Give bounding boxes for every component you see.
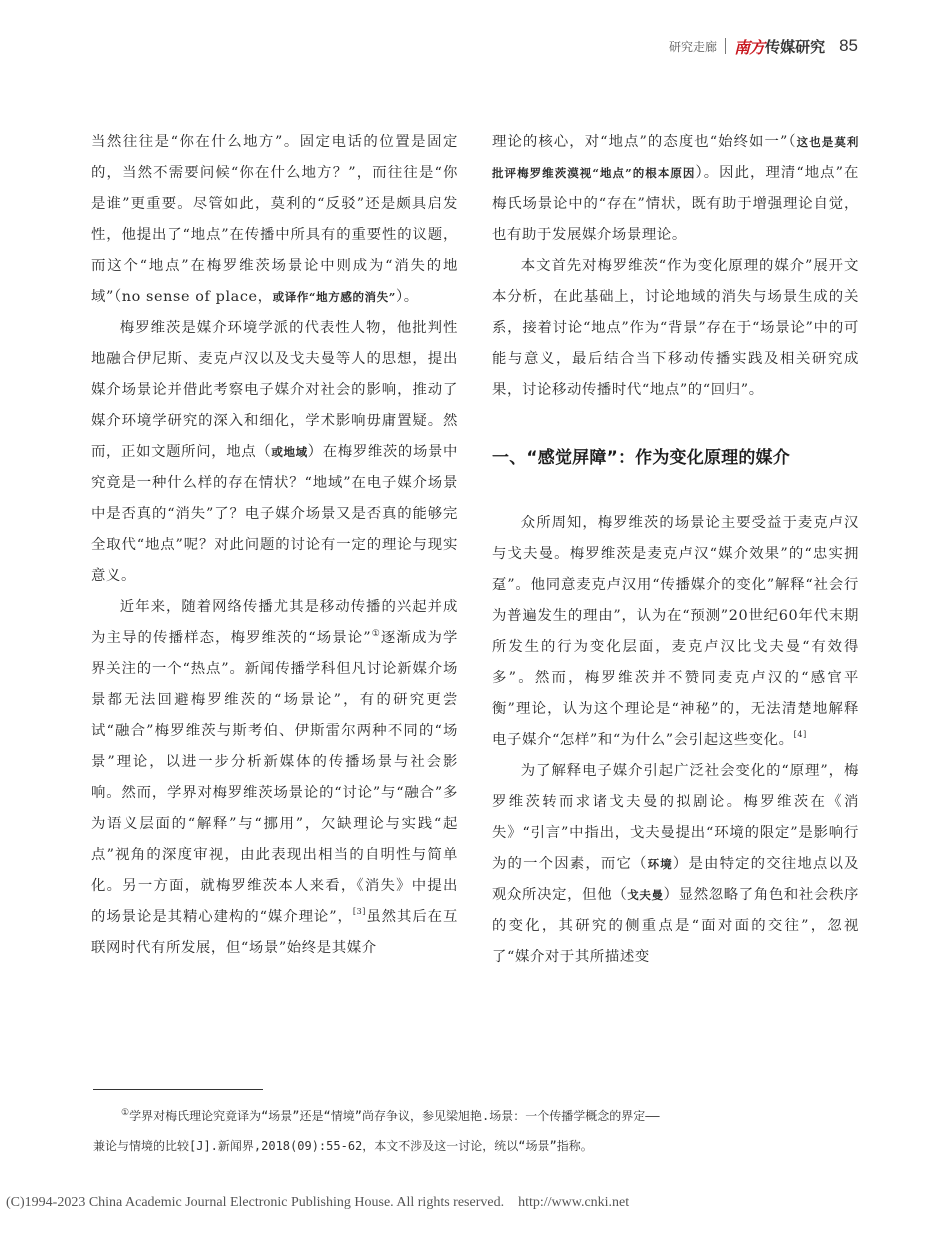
journal-logo-black: 传媒研究: [765, 37, 826, 56]
running-header: [669, 32, 858, 60]
paragraph: 本文首先对梅罗维茨“作为变化原理的媒介”展开文本分析，在此基础上，讨论地域的消失与场景生成的关系，接着讨论“地点”作为“背景”存在于“场景论”中的可能与意义，最后结合当下移动传播实践及相关研究成果，讨论移动传播时代“地点”的“回归”。: [492, 258, 859, 398]
copyright-text: (C)1994-2023 China Academic Journal Electronic Publishing House. All rights reserved.: [6, 1195, 505, 1210]
footnote-line: [93, 1098, 858, 1131]
footnote-rule: [93, 1089, 263, 1090]
text-run: 虽然其后在互联网时代有所发展，但“场景”始终是其媒介: [91, 909, 458, 956]
text-run: ）在梅罗维茨的场景中究竟是一种什么样的存在情状？“地域”在电子媒介场景中是否真的“消失”了？电子媒介场景又是否真的能够完全取代“地点”呢？对此问题的讨论有一定的理论与现实意义。: [91, 444, 458, 584]
text-run: ）是由特定的交往地点以及观众所决定，但他（: [492, 856, 860, 903]
footnote-line: 兼论与情境的比较[J].新闻界,2018(09):55-62，本文不涉及这一讨论，统以“场景”指称。: [93, 1139, 593, 1153]
footnote: [93, 1098, 858, 1161]
text-run: 当然往往是“你在什么地方”。固定电话的位置是固定的，当然不需要问候“你在什么地方？”，而往往是“你是谁”更重要。尽管如此，莫利的“反驳”还是颇具启发性，他提出了“地点”在传播中所具有的重要性的议题，而这个“地点”在梅罗维茨场景论中则成为“消失的地域”（no sense of place，: [91, 134, 458, 305]
header-divider: [725, 38, 726, 54]
paragraph-continued: [91, 127, 458, 313]
journal-logo: [734, 35, 825, 58]
paragraph: [91, 313, 458, 592]
footnote-number: ①: [121, 1108, 130, 1118]
page-number: 85: [839, 36, 858, 55]
text-run: 近年来，随着网络传播尤其是移动传播的兴起并成为主导的传播样态，梅罗维茨的“场景论”: [91, 599, 458, 646]
right-column: [492, 127, 859, 973]
section-heading: 一、“感觉屏障”：作为变化原理的媒介: [492, 448, 790, 468]
text-run-small: 环境: [647, 857, 673, 871]
text-run: 为了解释电子媒介引起广泛社会变化的“原理”，梅罗维茨转而求诸戈夫曼的拟剧论。梅罗维茨在《消失》“引言”中指出，戈夫曼提出“环境的限定”是影响行为的一个因素，而它（: [492, 763, 859, 872]
text-run-small: 戈夫曼: [627, 888, 664, 902]
text-run: ）。因此，理清“地点”在梅氏场景论中的“存在”情状，既有助于增强理论自觉，也有助于发展媒介场景理论。: [492, 165, 859, 243]
paragraph: [492, 508, 859, 756]
journal-logo-red: 南方: [734, 37, 765, 57]
footnote-text: 学界对梅氏理论究竟译为“场景”还是“情境”尚存争议，参见梁旭艳.场景：一个传播学概念的界定——: [129, 1109, 660, 1123]
text-run-small: 或地域: [271, 445, 308, 459]
section-label: 研究走廊: [669, 39, 718, 54]
text-run: ）显然忽略了角色和社会秩序的变化，其研究的侧重点是“面对面的交往”，忽视了“媒介对于其所描述变: [492, 887, 859, 965]
cnki-link[interactable]: http://www.cnki.net: [518, 1195, 630, 1210]
text-run: 梅罗维茨是媒介环境学派的代表性人物，他批判性地融合伊尼斯、麦克卢汉以及戈夫曼等人的思想，提出媒介场景论并借此考察电子媒介对社会的影响，推动了媒介环境学研究的深入和细化，学术影响毋庸置疑。然而，正如文题所问，地点（: [91, 320, 458, 460]
paragraph: [492, 756, 859, 973]
text-run: ）。: [395, 289, 419, 305]
citation-ref[interactable]: [3]: [352, 907, 367, 916]
text-run: 众所周知，梅罗维茨的场景论主要受益于麦克卢汉与戈夫曼。梅罗维茨是麦克卢汉“媒介效果”的“忠实拥趸”。他同意麦克卢汉用“传播媒介的变化”解释“社会行为普遍发生的理由”，认为在“预测”20世纪60年代末期所发生的行为变化层面，麦克卢汉比戈夫曼“有效得多”。然而，梅罗维茨并不赞同麦克卢汉的“感官平衡”理论，认为这个理论是“神秘”的，无法清楚地解释电子媒介“怎样”和“为什么”会引起这些变化。: [492, 515, 859, 748]
text-run: 理论的核心，对“地点”的态度也“始终如一”（: [492, 134, 797, 150]
text-run-small: 或译作“地方感的消失”: [272, 290, 396, 304]
paragraph: [91, 592, 458, 964]
citation-ref[interactable]: [4]: [793, 730, 807, 739]
text-run: 逐渐成为学界关注的一个“热点”。新闻传播学科但凡讨论新媒介场景都无法回避梅罗维茨的“场景论”，有的研究更尝试“融合”梅罗维茨与斯考伯、伊斯雷尔两种不同的“场景”理论，以进一步分析新媒体的传播场景与社会影响。然而，学界对梅罗维茨场景论的“讨论”与“融合”多为语义层面的“解释”与“挪用”，欠缺理论与实践“起点”视角的深度审视，由此表现出相当的自明性与简单化。另一方面，就梅罗维茨本人来看，《消失》中提出的场景论是其精心建构的“媒介理论”，: [91, 630, 458, 925]
text-run-small: 这也是莫利批评梅罗维茨漠视“地点”的根本原因: [492, 135, 859, 180]
paragraph-continued: [492, 127, 859, 251]
footnote-marker[interactable]: ①: [371, 629, 381, 639]
left-column: [91, 127, 458, 964]
copyright-line: [6, 1195, 946, 1211]
